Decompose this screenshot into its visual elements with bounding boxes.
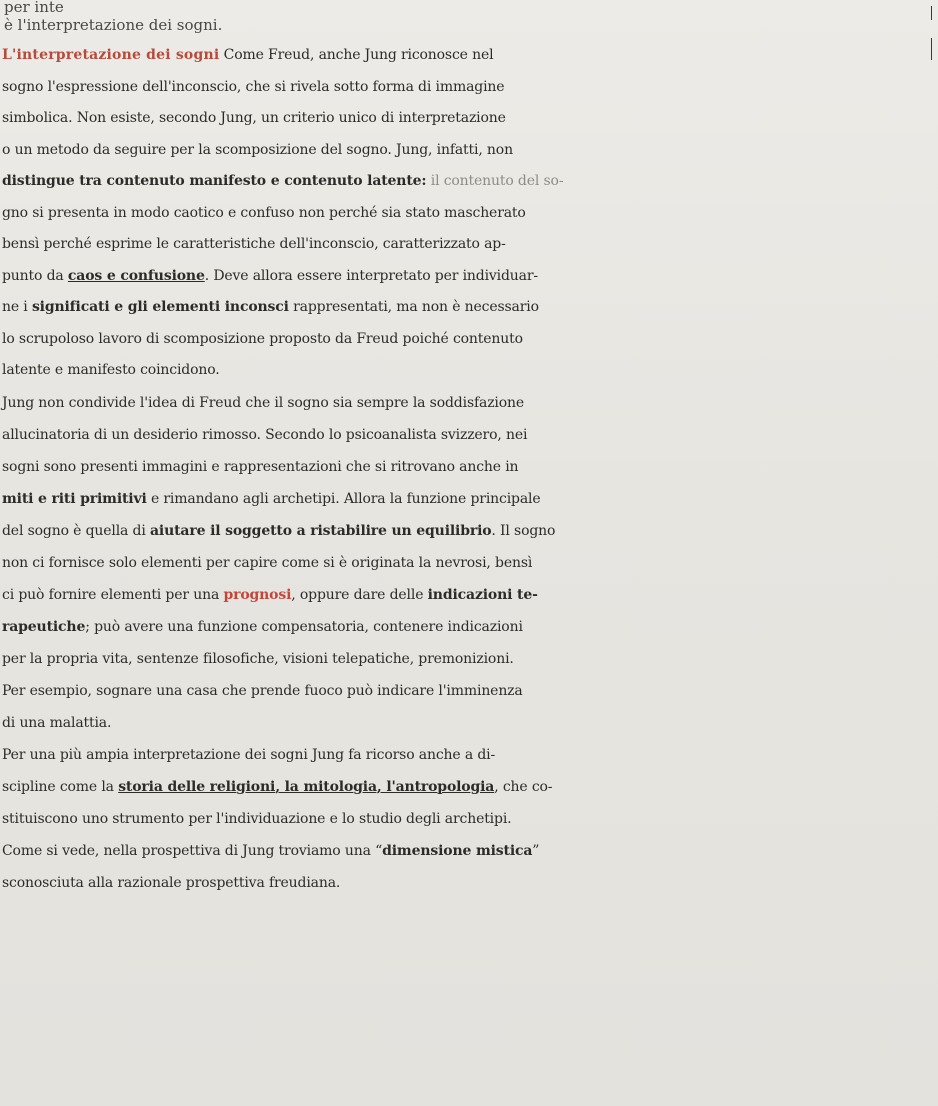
p3-line-5: sconosciuta alla razionale prospettiva freudiana. bbox=[2, 874, 341, 891]
p1-line-10: lo scrupoloso lavoro di scomposizione proposto da Freud poiché contenuto bbox=[2, 330, 523, 347]
p1-line-9: ne i significati e gli elementi inconsci rappresentati, ma non è necessario bbox=[2, 299, 539, 315]
p3-line-2: scipline come la storia delle religioni, la mitologia, l'antropologia, che co- bbox=[2, 778, 553, 795]
top-fragments bbox=[4, 0, 904, 34]
paragraph-1 bbox=[0, 40, 936, 387]
bold-phrase: miti e riti primitivi bbox=[2, 490, 147, 507]
p1-line-4: o un metodo da seguire per la scomposizione del sogno. Jung, infatti, non bbox=[2, 141, 513, 158]
p3-line-1: Per una più ampia interpretazione dei sogni Jung fa ricorso anche a di- bbox=[2, 746, 496, 763]
bold-phrase: caos e confusione bbox=[67, 267, 205, 284]
p1-line-8: punto da caos e confusione. Deve allora essere interpretato per individuar- bbox=[2, 267, 538, 284]
bold-phrase: rapeutiche bbox=[2, 618, 86, 635]
bold-phrase: indicazioni te- bbox=[427, 586, 538, 603]
p2-line-7: ci può fornire elementi per una prognosi, oppure dare delle indicazioni te- bbox=[2, 586, 538, 603]
p2-line-5: del sogno è quella di aiutare il soggetto a ristabilire un equilibrio. Il sogno bbox=[2, 522, 556, 539]
p2-line-3: sogni sono presenti immagini e rappresentazioni che si ritrovano anche in bbox=[2, 458, 519, 475]
p2-line-8: rapeutiche; può avere una funzione compensatoria, contenere indicazioni bbox=[2, 618, 523, 635]
p3-line-4: Come si vede, nella prospettiva di Jung troviamo una “dimensione mistica” bbox=[2, 842, 540, 859]
p2-line-4: miti e riti primitivi e rimandano agli archetipi. Allora la funzione principale bbox=[2, 490, 541, 507]
p1-line-11: latente e manifesto coincidono. bbox=[2, 362, 220, 378]
p2-line-11: di una malattia. bbox=[2, 714, 112, 731]
p2-line-6: non ci fornisce solo elementi per capire come si è originata la nevrosi, bensì bbox=[2, 554, 533, 571]
bold-phrase: dimensione mistica bbox=[382, 842, 533, 859]
bold-phrase: significati e gli elementi inconsci bbox=[31, 299, 289, 315]
paragraph-2 bbox=[0, 387, 936, 739]
paragraph-3 bbox=[0, 739, 936, 899]
p1-line-1: L'interpretazione dei sogni Come Freud, anche Jung riconosce nel bbox=[2, 47, 494, 63]
p1-line-5: distingue tra contenuto manifesto e contenuto latente: il contenuto del so- bbox=[2, 173, 564, 189]
bold-phrase: storia delle religioni, la mitologia, l'antropologia bbox=[118, 778, 495, 795]
p1-line-7: bensì perché esprime le caratteristiche dell'inconscio, caratterizzato ap- bbox=[2, 236, 506, 252]
accent-word: prognosi bbox=[223, 586, 292, 603]
p2-line-9: per la propria vita, sentenze filosofiche, visioni telepatiche, premonizioni. bbox=[2, 650, 514, 667]
p2-line-1: Jung non condivide l'idea di Freud che il sogno sia sempre la soddisfazione bbox=[2, 394, 525, 411]
p1-line-3: simbolica. Non esiste, secondo Jung, un criterio unico di interpretazione bbox=[2, 110, 506, 126]
p1-line-6: gno si presenta in modo caotico e confuso non perché sia stato mascherato bbox=[2, 204, 526, 221]
bold-phrase: aiutare il soggetto a ristabilire un equilibrio bbox=[150, 522, 492, 539]
p2-line-2: allucinatoria di un desiderio rimosso. Secondo lo psicoanalista svizzero, nei bbox=[2, 426, 528, 443]
bold-phrase: distingue tra contenuto manifesto e contenuto latente: bbox=[2, 173, 427, 189]
section-heading: L'interpretazione dei sogni bbox=[2, 47, 220, 63]
fragment-line-2: è l'interpretazione dei sogni. bbox=[4, 16, 223, 34]
p1-line-2: sogno l'espressione dell'inconscio, che si rivela sotto forma di immagine bbox=[2, 78, 505, 95]
p2-line-10: Per esempio, sognare una casa che prende fuoco può indicare l'imminenza bbox=[2, 682, 523, 699]
fragment-line-1: per inte bbox=[4, 0, 64, 16]
p3-line-3: stituiscono uno strumento per l'individuazione e lo studio degli archetipi. bbox=[2, 810, 512, 827]
body-text bbox=[0, 40, 936, 899]
